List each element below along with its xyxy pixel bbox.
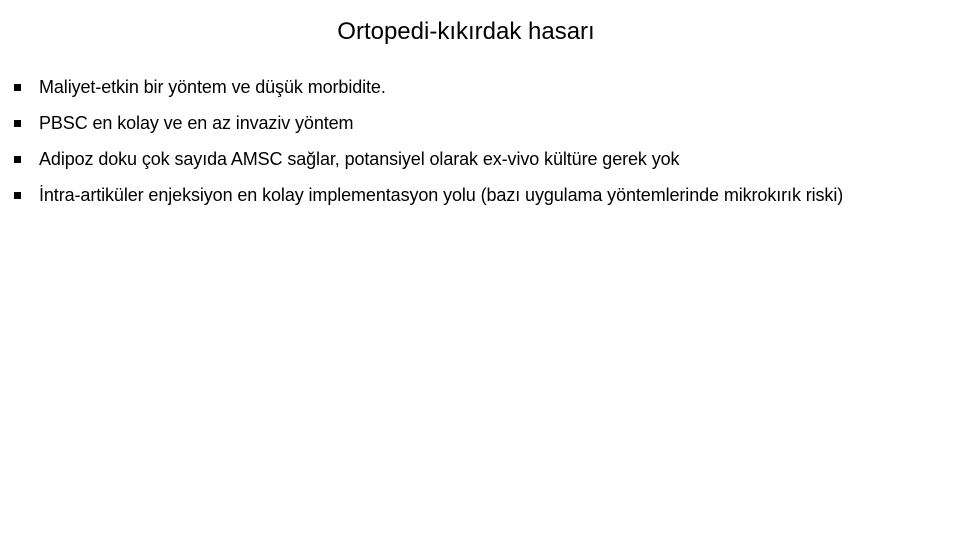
list-item <box>14 74 954 100</box>
bullet-list <box>14 74 954 218</box>
bullet-text: İntra-artiküler enjeksiyon en kolay implementasyon yolu (bazı uygulama yöntemlerinde mikrokırık riski) <box>39 185 844 205</box>
list-item <box>14 182 954 208</box>
slide-title: Ortopedi-kıkırdak hasarı <box>337 18 595 45</box>
square-bullet-icon <box>14 192 21 199</box>
bullet-text: Adipoz doku çok sayıda AMSC sağlar, potansiyel olarak ex-vivo kültüre gerek yok <box>39 149 680 169</box>
bullet-text: PBSC en kolay ve en az invaziv yöntem <box>39 113 354 133</box>
square-bullet-icon <box>14 84 21 91</box>
bullet-text: Maliyet-etkin bir yöntem ve düşük morbidite. <box>39 77 386 97</box>
list-item <box>14 146 954 172</box>
square-bullet-icon <box>14 156 21 163</box>
list-item <box>14 110 954 136</box>
square-bullet-icon <box>14 120 21 127</box>
